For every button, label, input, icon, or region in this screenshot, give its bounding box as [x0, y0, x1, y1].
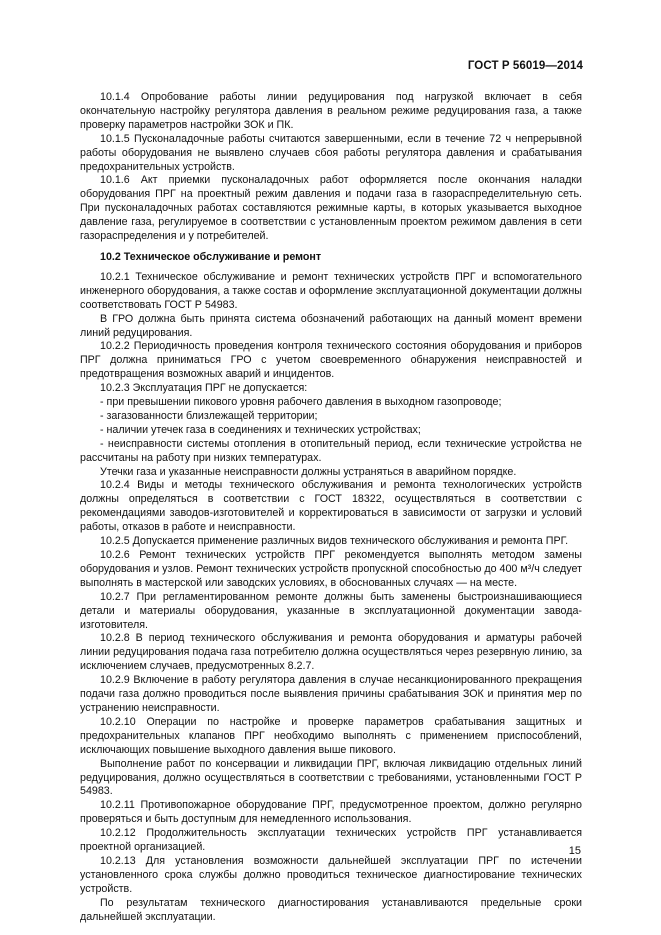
paragraph: 10.2.2 Периодичность проведения контроля технического состояния оборудования и приборов ПРГ должна приниматься ГРО с учетом своевременного обнаружения неисправностей и предотвращения возможных аварий и инцидентов. [80, 340, 582, 381]
list-item: - при превышении пикового уровня рабочего давления в выходном газопроводе; [100, 396, 502, 409]
paragraph: 10.2.6 Ремонт технических устройств ПРГ рекомендуется выполнять методом замены оборудования и узлов. Ремонт технических устройств пропускной способностью до 400 м³/ч следует выполнять в мастерской или заводских условиях, в обоснованных случаях — на месте. [80, 549, 582, 589]
paragraph: 10.2.3 Эксплуатация ПРГ не допускается: [100, 382, 308, 395]
standard-header: ГОСТ Р 56019—2014 [467, 60, 583, 72]
paragraph: Утечки газа и указанные неисправности должны устраняться в аварийном порядке. [100, 465, 517, 478]
paragraph: 10.2.5 Допускается применение различных видов технического обслуживания и ремонта ПРГ. [100, 535, 569, 548]
paragraph: 10.1.4 Опробование работы линии редуцирования под нагрузкой включает в себя окончательную настройку регулятора давления в реальном режиме редуцирования газа, а также проверку параметров настройки ЗОК и ПК. [80, 91, 582, 131]
list-item: - наличии утечек газа в соединениях и технических устройствах; [100, 423, 421, 436]
paragraph: 10.2.8 В период технического обслуживания и ремонта оборудования и арматуры рабочей линии редуцирования подача газа потребителю должна осуществляться через резервную линию, за исключением случаев, предусмотренных 8.2.7. [80, 632, 582, 673]
paragraph: По результатам технического диагностирования устанавливаются предельные сроки дальнейшей эксплуатации. [80, 896, 582, 923]
paragraph: 10.1.6 Акт приемки пусконаладочных работ оформляется после окончания наладки оборудования ПРГ на проектный режим давления и подачи газа в газораспределительную сеть. При пусконаладочных работах составляются режимные карты, в которых указывается выходное давление газа, регулируемое в соответствии с установленным проектом режимом давления в сети газораспределения и у потребителей. [80, 174, 582, 243]
paragraph: В ГРО должна быть принята система обозначений работающих на данный момент времени линий редуцирования. [80, 312, 582, 339]
paragraph: Выполнение работ по консервации и ликвидации ПРГ, включая ликвидацию отдельных линий редуцирования, должно осуществляться в соответствии с требованиями, установленными ГОСТ Р 54983. [80, 757, 582, 798]
paragraph: 10.2.7 При регламентированном ремонте должны быть заменены быстроизнашивающиеся детали и материалы оборудования, указанные в эксплуатационной документации завода-изготовителя. [80, 590, 582, 631]
paragraph: 10.2.13 Для установления возможности дальнейшей эксплуатации ПРГ по истечении установленного срока службы должно проводиться техническое диагностирование технических устройств. [80, 854, 582, 895]
paragraph: 10.2.4 Виды и методы технического обслуживания и ремонта технологических устройств должны определяться в соответствии с ГОСТ 18322, осуществляться в соответствии с рекомендациями заводов-изготовителей и корректироваться в зависимости от загрузки и условий работы, отказов в работе и неисправности. [80, 479, 582, 534]
paragraph: 10.2.11 Противопожарное оборудование ПРГ, предусмотренное проектом, должно регулярно проверяться и быть доступным для немедленного использования. [80, 799, 582, 826]
list-item: - неисправности системы отопления в отопительный период, если технические устройства не рассчитаны на работу при низких температурах. [80, 437, 582, 464]
paragraph: 10.2.12 Продолжительность эксплуатации технических устройств ПРГ устанавливается проектной организацией. [80, 827, 582, 854]
list-item: - загазованности близлежащей территории; [100, 409, 318, 422]
paragraph: 10.2.1 Техническое обслуживание и ремонт технических устройств ПРГ и вспомогательного инженерного оборудования, а также состав и оформление эксплуатационной документации должны соответствовать ГОСТ Р 54983. [80, 270, 582, 311]
section-heading: 10.2 Техническое обслуживание и ремонт [100, 250, 322, 263]
paragraph: 10.2.10 Операции по настройке и проверке параметров срабатывания защитных и предохранительных клапанов ПРГ необходимо выполнять с применением приспособлений, исключающих повышение выходного давления выше пикового. [80, 715, 582, 756]
paragraph: 10.1.5 Пусконаладочные работы считаются завершенными, если в течение 72 ч непрерывной работы оборудования не выявлено случаев сбоя работы регулятора давления и срабатывания предохранительных устройств. [80, 132, 582, 173]
document-body [80, 91, 582, 924]
page-number: 15 [568, 845, 581, 857]
paragraph: 10.2.9 Включение в работу регулятора давления в случае несанкционированного прекращения подачи газа должно проводиться после выявления причины срабатывания ЗОК и принятия мер по устранению неисправности. [80, 674, 582, 714]
